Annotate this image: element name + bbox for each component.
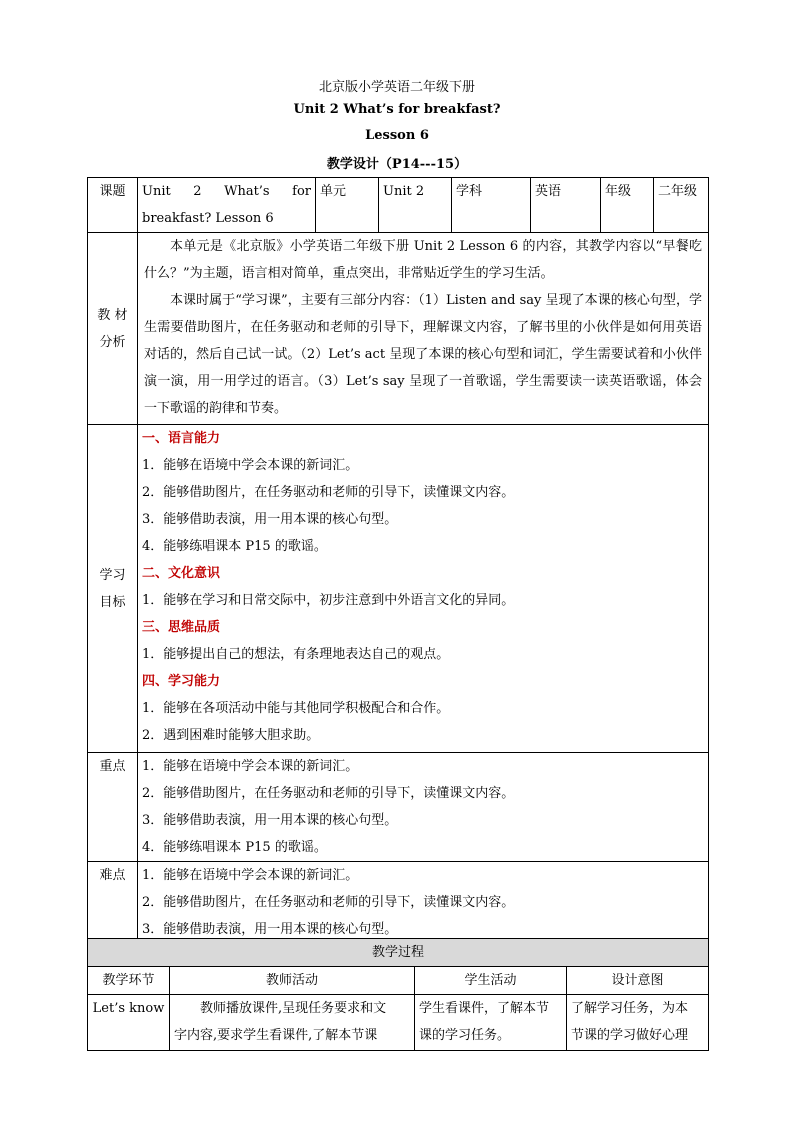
objectives-label: 学习 目标	[88, 425, 138, 753]
topic-value	[138, 178, 316, 233]
student-activity-cell: 学生看课件，了解本节 课的学习任务。	[415, 995, 567, 1051]
difficult-point-item: 1．能够在语境中学会本课的新词汇。	[142, 868, 359, 883]
analysis-label: 教 材 分析	[88, 233, 138, 425]
header-stage: 教学环节	[88, 967, 170, 995]
process-header-row	[88, 967, 709, 995]
analysis-row	[88, 233, 709, 425]
process-title: 教学过程	[88, 939, 709, 967]
topic-line1: Unit 2 What’s for	[142, 184, 311, 199]
key-points-label: 重点	[88, 753, 138, 862]
difficult-point-item: 3．能够借助表演，用一用本课的核心句型。	[142, 922, 398, 937]
doc-title-lesson: Lesson 6	[365, 128, 429, 143]
key-points-content	[138, 753, 709, 862]
doc-title-unit: Unit 2 What’s for breakfast?	[293, 102, 501, 117]
key-point-item: 3．能够借助表演，用一用本课的核心句型。	[142, 813, 398, 828]
objective-item: 3．能够借助表演，用一用本课的核心句型。	[142, 512, 398, 527]
objective-item: 2．遇到困难时能够大胆求助。	[142, 728, 320, 743]
header-student: 学生活动	[415, 967, 567, 995]
analysis-content	[138, 233, 709, 425]
key-point-item: 2．能够借助图片，在任务驱动和老师的引导下，读懂课文内容。	[142, 786, 515, 801]
teacher-activity-cell: 教师播放课件,呈现任务要求和文 字内容,要求学生看课件,了解本节课	[170, 995, 415, 1051]
unit-value: Unit 2	[379, 178, 452, 233]
objective-item: 4．能够练唱课本 P15 的歌谣。	[142, 539, 327, 554]
analysis-para1: 本单元是《北京版》小学英语二年级下册 Unit 2 Lesson 6 的内容，其教学内容以“早餐吃什么？”为主题，语言相对简单，重点突出，非常贴近学生的学习生活。	[144, 239, 702, 281]
grade-value: 二年级	[654, 178, 709, 233]
objective-item: 1．能够提出自己的想法，有条理地表达自己的观点。	[142, 647, 450, 662]
doc-title-cn: 北京版小学英语二年级下册	[318, 80, 475, 95]
topic-label: 课题	[88, 178, 138, 233]
objective-item: 2．能够借助图片，在任务驱动和老师的引导下，读懂课文内容。	[142, 485, 515, 500]
difficult-points-label: 难点	[88, 862, 138, 944]
objective-section-title: 四、学习能力	[142, 674, 221, 689]
lesson-table	[87, 177, 709, 944]
key-points-row	[88, 753, 709, 862]
key-point-item: 1．能够在语境中学会本课的新词汇。	[142, 759, 359, 774]
difficult-point-item: 2．能够借助图片，在任务驱动和老师的引导下，读懂课文内容。	[142, 895, 515, 910]
header-purpose: 设计意图	[567, 967, 709, 995]
process-row	[88, 995, 709, 1051]
header-teacher: 教师活动	[170, 967, 415, 995]
key-point-item: 4．能够练唱课本 P15 的歌谣。	[142, 840, 327, 855]
objectives-content	[138, 425, 709, 753]
unit-label: 单元	[316, 178, 379, 233]
process-table	[87, 938, 709, 1051]
process-title-row	[88, 939, 709, 967]
objective-section-title: 三、思维品质	[142, 620, 221, 635]
stage-cell: Let’s know	[88, 995, 170, 1051]
objective-item: 1．能够在各项活动中能与其他同学积极配合和合作。	[142, 701, 450, 716]
info-row	[88, 178, 709, 233]
grade-label: 年级	[601, 178, 654, 233]
doc-title-design: 教学设计（P14---15）	[326, 157, 468, 172]
difficult-points-row	[88, 862, 709, 944]
topic-line2: breakfast? Lesson 6	[142, 211, 274, 226]
objective-item: 1．能够在学习和日常交际中，初步注意到中外语言文化的异同。	[142, 593, 515, 608]
subject-label: 学科	[452, 178, 531, 233]
design-purpose-cell: 了解学习任务，为本 节课的学习做好心理	[567, 995, 709, 1051]
objectives-row	[88, 425, 709, 753]
subject-value: 英语	[531, 178, 601, 233]
analysis-para2: 本课时属于“学习课”，主要有三部分内容：（1）Listen and say 呈现了本课的核心句型，学生需要借助图片，在任务驱动和老师的引导下，理解课文内容，了解书里的小伙伴是如何用英语对话的，然后自己试一试。（2）Let’s act 呈现了本课的核心句型和词汇，学生需要试着和小伙伴演一演，用一用学过的语言。（3）Let’s say 呈现了一首歌谣，学生需要读一读英语歌谣，体会一下歌谣的韵律和节奏。	[144, 293, 702, 416]
difficult-points-content	[138, 862, 709, 944]
objective-section-title: 二、文化意识	[142, 566, 221, 581]
objective-section-title: 一、语言能力	[142, 431, 221, 446]
objective-item: 1．能够在语境中学会本课的新词汇。	[142, 458, 359, 473]
